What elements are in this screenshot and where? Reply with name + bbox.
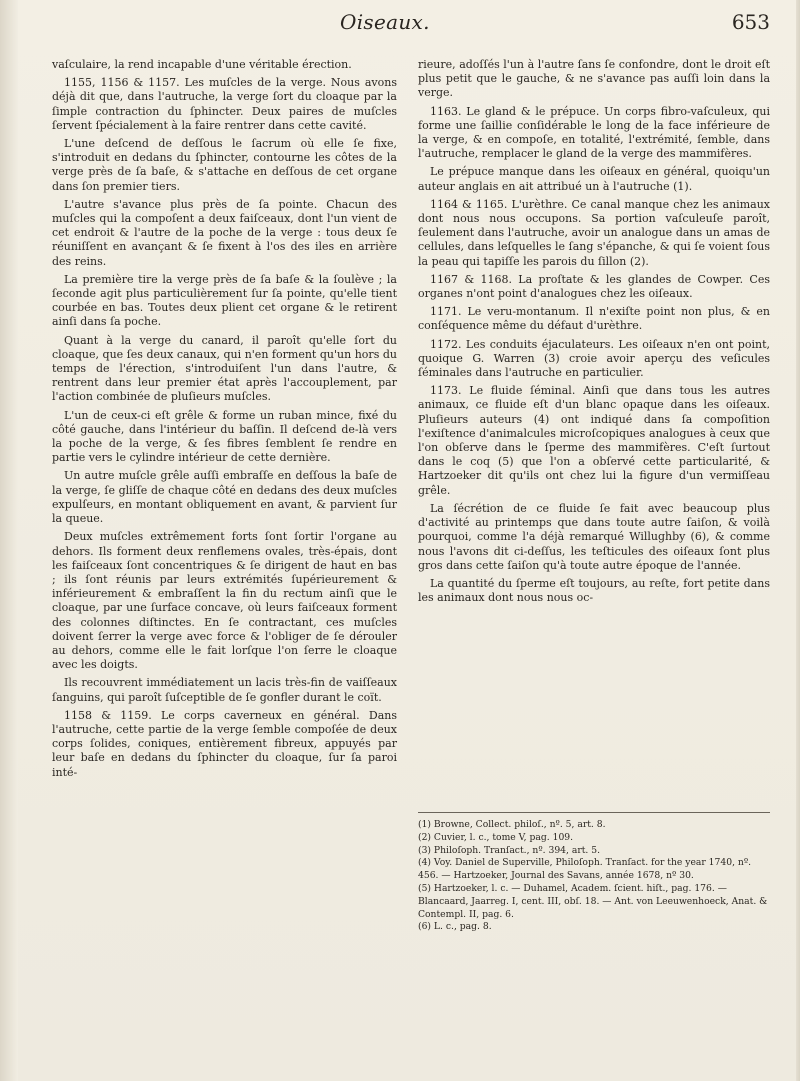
paragraph: Quant à la verge du canard, il paroît qu'elle ſort du cloaque, que ſes deux canaux, qui n'en forment qu'un hors du temps de l'érection, s'introduiſent l'un dans l'autre, & rentrent dans leur premier état après l'accouplement, par l'action combinée de pluſieurs muſcles.: [52, 333, 397, 404]
paragraph: 1158 & 1159. Le corps caverneux en général. Dans l'autruche, cette partie de la verge ſemble compoſée de deux corps ſolides, coniques, entièrement fibreux, appuyés par leur baſe en dedans du ſphincter du cloaque, ſur ſa paroi inté-: [52, 708, 397, 779]
column-gutter: [408, 55, 409, 1045]
paragraph: Ils recouvrent immédiatement un lacis très-fin de vaiſſeaux ſanguins, qui paroît ſuſceptible de ſe gonfler durant le coït.: [52, 676, 397, 704]
left-column: [52, 58, 397, 784]
paragraph: La quantité du ſperme eſt toujours, au reſte, fort petite dans les animaux dont nous nous oc-: [418, 576, 770, 605]
paragraph: 1155, 1156 & 1157. Les muſcles de la verge. Nous avons déjà dit que, dans l'autruche, la verge ſort du cloaque par la ſimple contraction du ſphincter. Deux paires de muſcles ſervent ſpécialement à la faire rentrer dans cette cavité.: [52, 76, 397, 132]
paragraph: 1164 & 1165. L'urèthre. Ce canal manque chez les animaux dont nous nous occupons. Sa portion vaſculeuſe paroît, ſeulement dans l'autruche, avoir un analogue dans un amas de cellules, dans leſquelles le ſang s'épanche, & qui ſe voient ſous la peau qui tapiſſe les parois du ſillon (2).: [418, 197, 770, 268]
running-head: [0, 6, 800, 46]
footnote: (3) Philoſoph. Tranſact., nº. 394, art. 5.: [418, 844, 601, 856]
footnote: (2) Cuvier, l. c., tome V, pag. 109.: [418, 831, 574, 843]
paragraph: 1167 & 1168. La proſtate & les glandes de Cowper. Ces organes n'ont point d'analogues chez les oiſeaux.: [418, 272, 770, 301]
paragraph: 1171. Le veru-montanum. Il n'exiſte point non plus, & en conſéquence même du défaut d'urèthre.: [418, 305, 770, 333]
paragraph: L'un de ceux-ci eſt grêle & forme un ruban mince, fixé du côté gauche, dans l'intérieur du baſſin. Il deſcend de-là vers la poche de la verge, & ſes fibres ſemblent ſe rendre en partie vers le cylindre intérieur de cette dernière.: [52, 408, 397, 465]
paragraph: L'autre s'avance plus près de ſa pointe. Chacun des muſcles qui la compoſent a deux faiſceaux, dont l'un vient de cet endroit & l'autre de la poche de la verge : tous deux ſe réuniſſent en avançant & ſe fixent à l'os des iles en arrière des reins.: [52, 197, 397, 268]
right-column: [418, 58, 770, 609]
footnote: (6) L. c., pag. 8.: [418, 921, 492, 933]
paragraph: 1173. Le fluide ſéminal. Ainſi que dans tous les autres animaux, ce fluide eſt d'un blanc opaque dans les oiſeaux. Pluſieurs auteurs (4) ont indiqué dans ſa compoſition l'exiſtence d'animalcules microſcopiques analogues à ceux que l'on obſerve dans le ſperme des mammifères. C'eſt ſurtout dans le coq (5) que l'on a obſervé cette particularité, & Hartzoeker dit qu'ils ont chez lui la figure d'un vermiſſeau grêle.: [418, 384, 770, 497]
footnote: (5) Hartzoeker, l. c. — Duhamel, Academ. ſcient. hiſt., pag. 176. — Blancaard, Jaarreg. I, cent. III, obſ. 18. — Ant. von Leeuwenhoeck, Anat. & Contempl. II, pag. 6.: [418, 882, 768, 920]
paragraph: 1163. Le gland & le prépuce. Un corps fibro-vaſculeux, qui forme une ſaillie conſidérable le long de la face inférieure de la verge, & en compoſe, en totalité, l'extrémité, ſemble, dans l'autruche, remplacer le gland de la verge des mammifères.: [418, 104, 770, 161]
paragraph: La première tire la verge près de ſa baſe & la ſoulève ; la ſeconde agit plus particulièrement ſur ſa pointe, qu'elle tient courbée en bas. Toutes deux plient cet organe & le retirent ainſi dans ſa poche.: [52, 272, 397, 329]
paragraph: La ſécrétion de ce fluide ſe fait avec beaucoup plus d'activité au printemps que dans toute autre ſaiſon, & voilà pourquoi, comme l'a déjà remarqué Willughby (6), & comme nous l'avons dit ci-deſſus, les teſticules des oiſeaux ſont plus gros dans cette ſaiſon qu'à toute autre époque de l'année.: [418, 501, 770, 572]
footnote: (4) Voy. Daniel de Superville, Philoſoph. Tranſact. for the year 1740, nº. 456. — Hartzoeker, Journal des Savans, année 1678, nº 30.: [418, 857, 752, 882]
page-edge: [796, 0, 800, 1081]
paragraph: rieure, adoſſés l'un à l'autre ſans ſe confondre, dont le droit eſt plus petit que le gauche, & ne s'avance pas auſſi loin dans la verge.: [418, 58, 770, 100]
paragraph: 1172. Les conduits éjaculateurs. Les oiſeaux n'en ont point, quoique G. Warren (3) croie avoir aperçu des veſicules ſéminales dans l'autruche en particulier.: [418, 337, 770, 380]
paragraph: vaſculaire, la rend incapable d'une véritable érection.: [52, 58, 352, 71]
paragraph: Deux muſcles extrêmement forts ſont ſortir l'organe au dehors. Ils forment deux renflemens ovales, très-épais, dont les faiſceaux ſont concentriques & ſe dirigent de haut en bas ; ils ſont réunis par leurs extrémités ſupérieurement & inférieurement & embraſſent la fin du rectum ainſi que le cloaque, par une ſurface concave, où leurs faiſceaux forment des colonnes diſtinctes. En ſe contractant, ces muſcles doivent ſerrer la verge avec force & l'obliger de ſe dérouler au dehors, comme elle le fait lorſque l'on ſerre le cloaque avec les doigts.: [52, 530, 397, 672]
paragraph: Le prépuce manque dans les oiſeaux en général, quoiqu'un auteur anglais en ait attribué un à l'autruche (1).: [418, 165, 770, 193]
footnote: (1) Browne, Collect. philoſ., nº. 5, art. 8.: [418, 819, 606, 830]
page-number: 653: [731, 10, 770, 34]
footnotes: [418, 812, 770, 934]
page-gutter-shadow: [0, 0, 18, 1081]
paragraph: L'une deſcend de deſſous le ſacrum où elle ſe fixe, s'introduit en dedans du ſphincter, contourne les côtes de la verge près de ſa baſe, & s'attache en deſſous de cet organe dans ſon premier tiers.: [52, 137, 397, 193]
paragraph: Un autre muſcle grêle auſſi embraſſe en deſſous la baſe de la verge, ſe gliſſe de chaque côté en dedans des deux muſcles expulſeurs, en montant obliquement en avant, & parvient ſur la queue.: [52, 469, 397, 526]
running-title: Oiseaux.: [340, 10, 430, 34]
